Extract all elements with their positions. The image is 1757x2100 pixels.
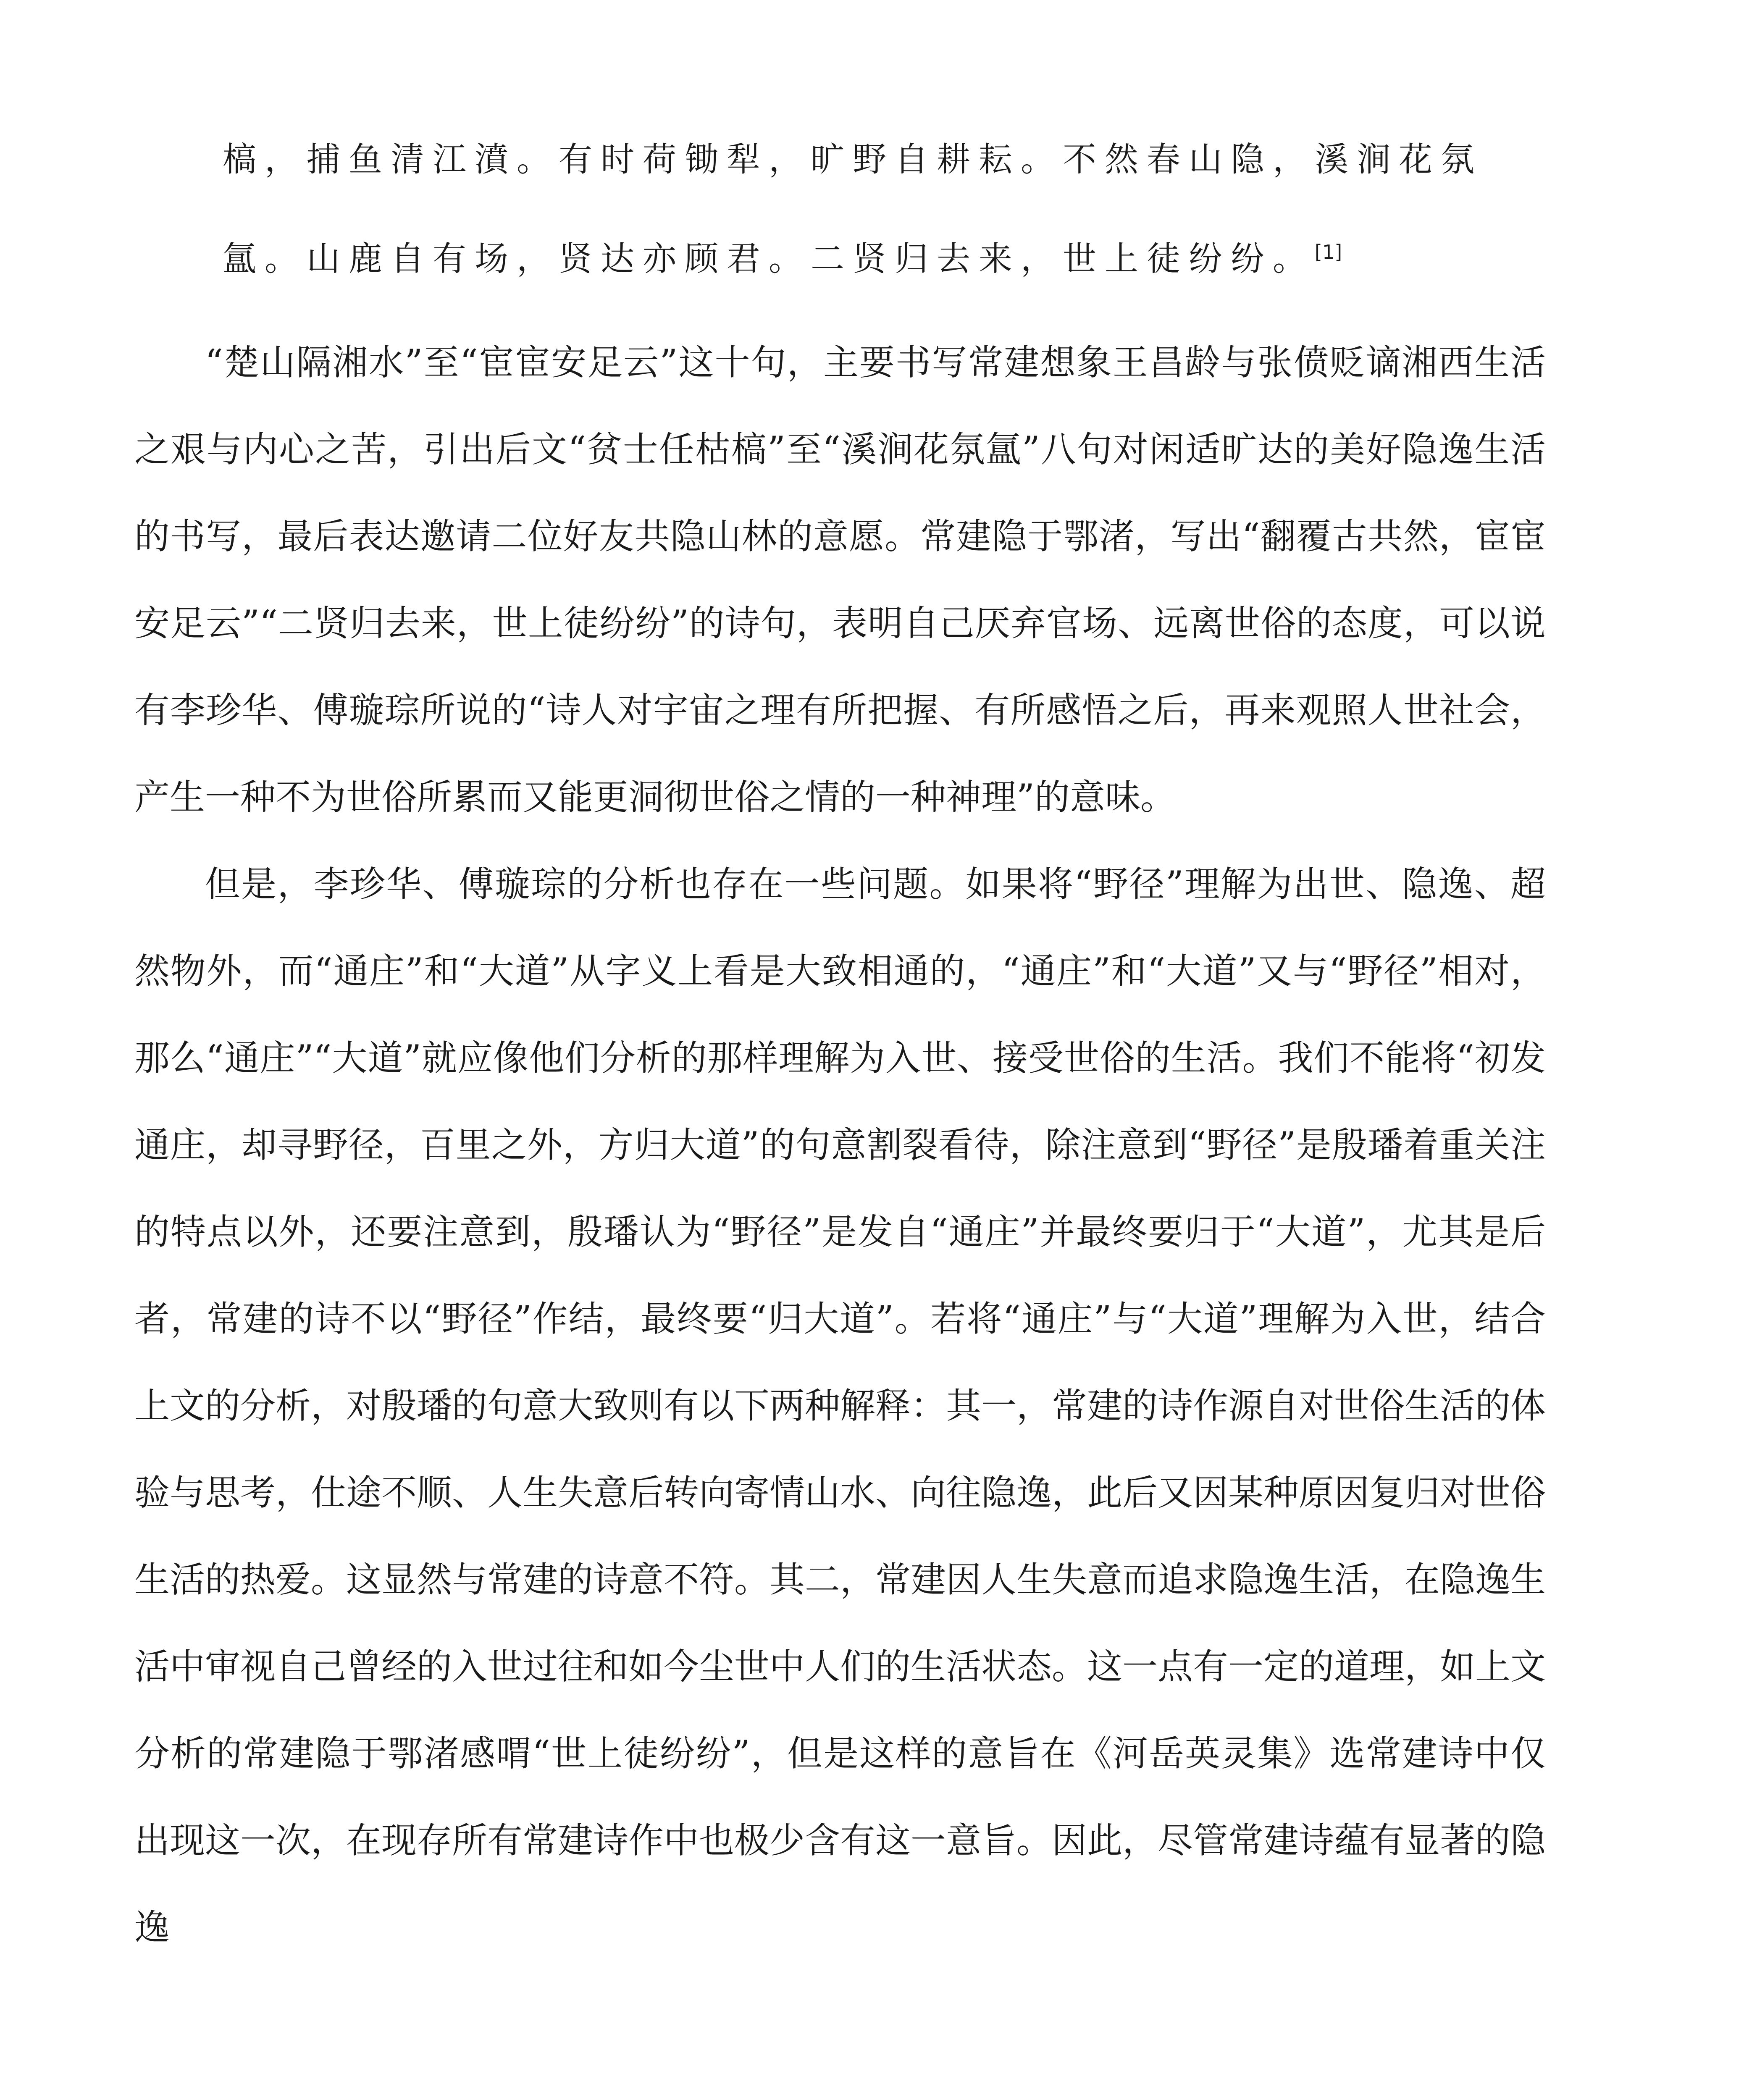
verse-line-2-text: 氲。山鹿自有场，贤达亦顾君。二贤归去来，世上徒纷纷。 [223, 239, 1315, 278]
footnote-marker: [1] [1315, 241, 1342, 263]
body-text [134, 319, 1546, 1971]
paragraph-1: “楚山隔湘水”至“宦宦安足云”这十句，主要书写常建想象王昌龄与张偾贬谪湘西生活之艰与内心之苦，引出后文“贫士任枯槁”至“溪涧花氛氲”八句对闲适旷达的美好隐逸生活的书写，最后表达邀请二位好友共隐山林的意愿。常建隐于鄂渚，写出“翻覆古共然，宦宦安足云”“二贤归去来，世上徒纷纷”的诗句，表明自己厌弃官场、远离世俗的态度，可以说有李珍华、傅璇琮所说的“诗人对宇宙之理有所把握、有所感悟之后，再来观照人世社会，产生一种不为世俗所累而又能更洞彻世俗之情的一种神理”的意味。 [134, 342, 1546, 818]
verse-quotation [223, 113, 1554, 305]
verse-line-2 [223, 206, 1554, 305]
paragraph-2: 但是，李珍华、傅璇琮的分析也存在一些问题。如果将“野径”理解为出世、隐逸、超然物外，而“通庄”和“大道”从字义上看是大致相通的，“通庄”和“大道”又与“野径”相对，那么“通庄”“大道”就应像他们分析的那样理解为入世、接受世俗的生活。我们不能将“初发通庄，却寻野径，百里之外，方归大道”的句意割裂看待，除注意到“野径”是殷璠着重关注的特点以外，还要注意到，殷璠认为“野径”是发自“通庄”并最终要归于“大道”，尤其是后者，常建的诗不以“野径”作结，最终要“归大道”。若将“通庄”与“大道”理解为入世，结合上文的分析，对殷璠的句意大致则有以下两种解释：其一，常建的诗作源自对世俗生活的体验与思考，仕途不顺、人生失意后转向寄情山水、向往隐逸，此后又因某种原因复归对世俗生活的热爱。这显然与常建的诗意不符。其二，常建因人生失意而追求隐逸生活，在隐逸生活中审视自己曾经的入世过往和如今尘世中人们的生活状态。这一点有一定的道理，如上文分析的常建隐于鄂渚感喟“世上徒纷纷”，但是这样的意旨在《河岳英灵集》选常建诗中仅出现这一次，在现存所有常建诗作中也极少含有这一意旨。因此，尽管常建诗蕴有显著的隐逸 [134, 864, 1546, 1948]
verse-line-1: 槁，捕鱼清江濆。有时荷锄犁，旷野自耕耘。不然春山隐，溪涧花氛 [223, 140, 1483, 179]
